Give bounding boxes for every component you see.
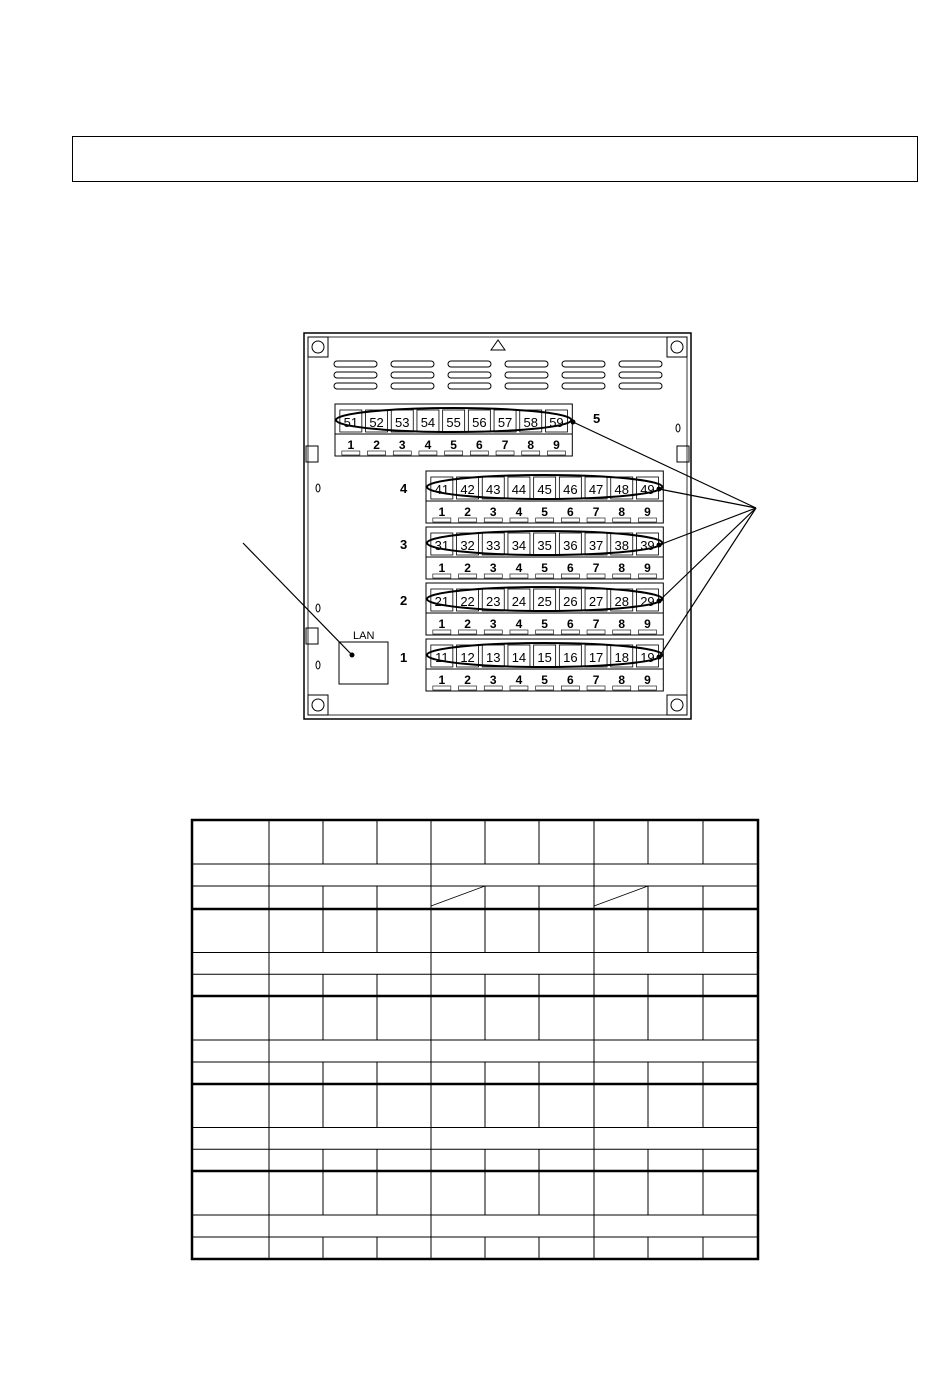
terminal-number: 52 [369, 415, 384, 430]
terminal-position: 8 [618, 673, 626, 687]
terminal-block-1 [400, 639, 663, 691]
terminal-number: 55 [446, 415, 461, 430]
vent-slot [505, 383, 548, 389]
lan-callout-line [243, 543, 352, 655]
vent-slot [562, 372, 605, 378]
terminal-block-4 [400, 471, 663, 523]
terminal-number: 53 [395, 415, 410, 430]
terminal-number: 58 [523, 415, 538, 430]
vent-slot [334, 383, 377, 389]
terminal-number: 51 [343, 415, 359, 430]
terminal-position: 9 [644, 561, 651, 575]
terminal-number: 35 [537, 538, 552, 553]
terminal-number: 48 [614, 482, 629, 497]
terminal-number: 49 [640, 482, 655, 497]
terminal-position: 7 [592, 617, 600, 631]
terminal-number: 18 [614, 650, 629, 665]
vent-slot [334, 372, 377, 378]
terminal-block-number: 1 [400, 650, 408, 665]
terminal-position: 3 [489, 505, 497, 519]
terminal-number: 32 [460, 538, 475, 553]
terminal-position: 6 [567, 617, 574, 631]
terminal-number: 46 [563, 482, 578, 497]
terminal-position: 5 [541, 561, 548, 575]
terminal-position: 3 [489, 673, 497, 687]
terminal-block-5 [335, 404, 600, 456]
vent-slot [619, 361, 662, 367]
terminal-block-number: 2 [400, 593, 408, 608]
terminal-block-number: 4 [400, 481, 408, 496]
terminal-position: 7 [592, 673, 600, 687]
terminal-position: 9 [644, 505, 651, 519]
terminal-position: 9 [644, 617, 651, 631]
vent-slot [619, 383, 662, 389]
terminal-number: 23 [486, 594, 501, 609]
vent-slot [448, 361, 491, 367]
terminal-position: 6 [476, 438, 483, 452]
terminal-number: 17 [588, 650, 604, 665]
lan-label: LAN [353, 630, 375, 642]
terminal-position: 8 [618, 505, 626, 519]
terminal-position: 4 [515, 561, 523, 575]
vent-slot [505, 361, 548, 367]
terminal-position: 1 [347, 438, 355, 452]
terminal-position: 2 [464, 617, 471, 631]
vent-slot [391, 383, 434, 389]
terminal-number: 38 [614, 538, 629, 553]
terminal-position: 5 [541, 505, 548, 519]
terminal-number: 56 [472, 415, 487, 430]
terminal-number: 15 [537, 650, 552, 665]
terminal-number: 57 [497, 415, 513, 430]
terminal-position: 4 [515, 505, 523, 519]
terminal-number: 37 [588, 538, 604, 553]
terminal-number: 31 [434, 538, 450, 553]
terminal-number: 43 [486, 482, 501, 497]
terminal-position: 1 [438, 505, 446, 519]
vent-slot [391, 361, 434, 367]
terminal-block-number: 3 [400, 537, 408, 552]
terminal-number: 39 [640, 538, 655, 553]
orientation-triangle-icon [491, 340, 505, 350]
terminal-number: 34 [511, 538, 527, 553]
terminal-position: 2 [464, 561, 471, 575]
vent-slot [334, 361, 377, 367]
terminal-position: 8 [618, 617, 626, 631]
terminal-number: 14 [511, 650, 527, 665]
terminal-number: 36 [563, 538, 578, 553]
table-diagonal-line [594, 886, 648, 906]
terminal-number: 26 [563, 594, 578, 609]
terminal-position: 1 [438, 673, 446, 687]
terminal-number: 13 [486, 650, 501, 665]
terminal-position: 4 [515, 673, 523, 687]
terminal-position: 6 [567, 505, 574, 519]
terminal-position: 2 [373, 438, 380, 452]
vent-slot [505, 372, 548, 378]
terminal-number: 41 [434, 482, 450, 497]
terminal-block-3 [400, 527, 663, 579]
terminal-number: 22 [460, 594, 475, 609]
terminal-number: 24 [511, 594, 527, 609]
terminal-position: 2 [464, 505, 471, 519]
terminal-number: 25 [537, 594, 552, 609]
terminal-position: 7 [501, 438, 509, 452]
terminal-position: 5 [541, 617, 548, 631]
specification-table [192, 820, 758, 1259]
terminal-number: 27 [588, 594, 604, 609]
terminal-position: 9 [553, 438, 560, 452]
vent-slot [562, 361, 605, 367]
terminal-number: 28 [614, 594, 629, 609]
vent-slot [391, 372, 434, 378]
terminal-number: 44 [511, 482, 527, 497]
vent-slot [448, 372, 491, 378]
vent-slot [619, 372, 662, 378]
lan-port [339, 642, 388, 684]
terminal-number: 19 [640, 650, 655, 665]
terminal-block-2 [400, 583, 663, 635]
vent-slot [562, 383, 605, 389]
terminal-number: 59 [549, 415, 564, 430]
terminal-number: 54 [420, 415, 436, 430]
terminal-position: 7 [592, 505, 600, 519]
terminal-position: 6 [567, 561, 574, 575]
terminal-position: 3 [398, 438, 406, 452]
terminal-number: 21 [434, 594, 450, 609]
vent-slots [334, 361, 662, 389]
terminal-position: 9 [644, 673, 651, 687]
terminal-number: 47 [588, 482, 604, 497]
terminal-position: 8 [618, 561, 626, 575]
terminal-position: 5 [541, 673, 548, 687]
terminal-position: 6 [567, 673, 574, 687]
terminal-position: 7 [592, 561, 600, 575]
terminal-number: 11 [435, 650, 449, 665]
terminal-number: 12 [460, 650, 475, 665]
terminal-number: 42 [460, 482, 475, 497]
terminal-position: 3 [489, 617, 497, 631]
terminal-position: 4 [424, 438, 432, 452]
terminal-position: 4 [515, 617, 523, 631]
terminal-position: 5 [450, 438, 457, 452]
terminal-position: 8 [527, 438, 535, 452]
terminal-number: 29 [640, 594, 655, 609]
terminal-blocks [335, 404, 663, 691]
terminal-number: 45 [537, 482, 552, 497]
terminal-position: 3 [489, 561, 497, 575]
terminal-number: 33 [486, 538, 501, 553]
table-diagonal-line [431, 886, 485, 906]
terminal-position: 2 [464, 673, 471, 687]
terminal-number: 16 [563, 650, 578, 665]
terminal-position: 1 [438, 561, 446, 575]
vent-slot [448, 383, 491, 389]
terminal-block-number: 5 [593, 411, 601, 426]
terminal-position: 1 [438, 617, 446, 631]
